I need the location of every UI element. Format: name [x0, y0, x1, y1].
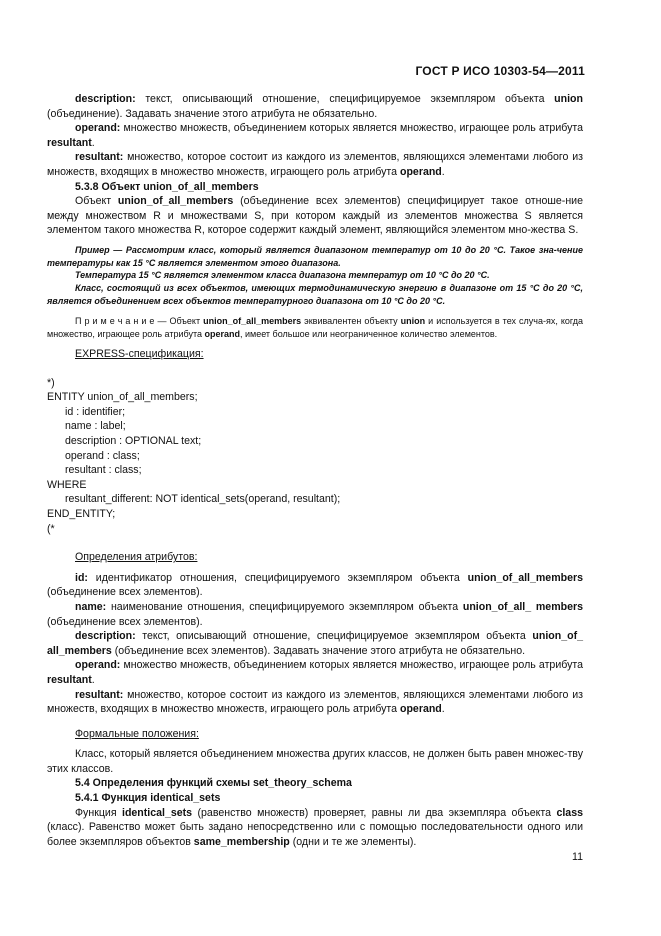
note — [47, 315, 583, 341]
attr-operand — [47, 658, 583, 687]
text: идентификатор отношения, специфицируемого экземпляром объекта — [87, 571, 468, 584]
text: (объединение всех элементов). Задавать значение этого атрибута не обязательно. — [111, 644, 526, 657]
code-line: operand : class; — [65, 449, 140, 462]
term-ref: identical_sets — [122, 806, 193, 819]
text: (объединение всех элементов). — [47, 586, 203, 599]
attr-id — [47, 571, 583, 600]
text: (равенство множеств) проверяет, равны ли два экземпляра объекта — [192, 806, 557, 819]
text: наименование отношения, специфицируемого экземпляром объекта — [106, 600, 463, 613]
section-heading-5-4: 5.4 Определения функций схемы set_theory_schema — [75, 777, 352, 790]
term-ref: union_of_all_members — [467, 571, 583, 584]
code-line: END_ENTITY; — [47, 507, 116, 520]
code-line: *) — [47, 376, 55, 389]
text: (объединение всех элементов) специфицирует такое отноше-ние между множеством R и множествами S, при котором каждый из элементов множества S является элементом такого множества R, которое содержит каждый элемент, являющийся элементом мно-жества S. — [47, 195, 583, 237]
text: . — [441, 165, 445, 178]
page-number: 11 — [572, 851, 583, 863]
intro-resultant — [47, 150, 583, 179]
document-header: ГОСТ Р ИСО 10303-54—2011 — [415, 64, 585, 78]
code-line: resultant_different: NOT identical_sets(operand, resultant); — [65, 493, 341, 506]
term: name: — [75, 600, 107, 613]
formal-title: Формальные положения: — [75, 727, 199, 740]
text: . — [91, 673, 95, 686]
example-1: Пример — Рассмотрим класс, который является диапазоном температур от 10 до 20 °С. Такое зна-чение температуры как 15 °С является элементом этого диапазона. — [47, 244, 583, 268]
text: . — [91, 136, 95, 149]
code-line: (* — [47, 522, 55, 535]
term-ref: operand — [399, 165, 442, 178]
code-line: name : label; — [65, 420, 126, 433]
express-spec-title: EXPRESS-спецификация: — [75, 348, 204, 361]
text: множество множеств, объединением которых является множество, играющее роль атрибута — [120, 122, 583, 135]
document-body — [47, 92, 583, 849]
express-code — [47, 376, 583, 537]
term: description: — [75, 93, 136, 105]
text: Функция — [75, 806, 122, 819]
function-paragraph — [47, 806, 583, 850]
text: Объект — [75, 195, 118, 208]
attr-description — [47, 629, 583, 658]
term-ref: same_membership — [193, 835, 290, 848]
section-heading-5-4-1: 5.4.1 Функция identical_sets — [75, 792, 221, 805]
attributes-title: Определения атрибутов: — [75, 551, 198, 564]
term-ref: resultant — [47, 673, 92, 686]
attr-name — [47, 600, 583, 629]
text: текст, описывающий отношение, специфицируемое экземпляром объекта — [135, 93, 555, 105]
term: description: — [75, 630, 136, 643]
section-paragraph — [47, 194, 583, 238]
term: operand: — [75, 659, 121, 672]
formal-text: Класс, который является объединением множества других классов, не должен быть равен множес-тву этих классов. — [47, 748, 583, 775]
text: множество, которое состоит из каждого из элементов, являющихся элементами любого из множеств, входящих в множество множеств, играющего роль атрибута — [47, 151, 583, 178]
code-line: ENTITY union_of_all_members; — [47, 391, 198, 404]
text: (объединение). Задавать значение этого атрибута не обязательно. — [47, 107, 378, 120]
intro-description — [47, 92, 583, 121]
attr-resultant — [47, 688, 583, 717]
term-ref: union_of_all_members — [117, 195, 234, 208]
text: (класс). Равенство может быть задано непосредственно или с помощью последовательности одного или более экземпляров объектов — [47, 821, 583, 848]
term-ref: operand — [399, 703, 442, 716]
text: множество, которое состоит из каждого из элементов, являющихся элементами любого из множеств, входящих в множество множеств, играющего роль атрибута — [47, 688, 583, 716]
code-line: WHERE — [47, 478, 87, 491]
term-ref: union_of_all_ members — [462, 600, 583, 613]
term-ref: union — [554, 93, 583, 105]
term-ref: resultant — [47, 136, 92, 149]
term: resultant: — [75, 151, 124, 164]
term: id: — [75, 571, 88, 584]
term-ref: union — [400, 316, 426, 327]
term-ref: union_of_all_members — [203, 316, 302, 327]
code-line: id : identifier; — [65, 405, 126, 418]
code-line: resultant : class; — [65, 464, 142, 477]
intro-operand — [47, 121, 583, 150]
text: , имеет большое или неограниченное количество элементов. — [240, 329, 498, 340]
text: П р и м е ч а н и е — Объект — [75, 316, 204, 327]
example-2: Температура 15 °С является элементом класса диапазона температур от 10 °С до 20 °С. — [75, 270, 490, 281]
text: (одни и те же элементы). — [289, 835, 417, 848]
text: текст, описывающий отношение, специфицируемое экземпляром объекта — [135, 630, 533, 643]
text: множество множеств, объединением которых является множество, играющее роль атрибута — [120, 659, 583, 672]
code-line: description : OPTIONAL text; — [65, 435, 202, 448]
text: (объединение всех элементов). — [47, 615, 203, 628]
text: эквивалентен объекту — [301, 316, 401, 327]
term: resultant: — [75, 688, 124, 701]
term: operand: — [75, 122, 121, 135]
text: . — [441, 703, 445, 716]
text: и используется в тех случа-ях, когда множество, играющее роль атрибута — [47, 316, 584, 340]
section-heading-5-3-8: 5.3.8 Объект union_of_all_members — [75, 180, 259, 193]
example-3: Класс, состоящий из всех объектов, имеющих термодинамическую энергию в диапазоне от 15 °С до 20 °С, является объединением всех объектов температурного диапазона от 10 °С до 20 °С. — [47, 283, 583, 306]
term-ref: union_of_ all_members — [47, 630, 583, 657]
term-ref: class — [556, 806, 583, 819]
term-ref: operand — [204, 329, 240, 340]
